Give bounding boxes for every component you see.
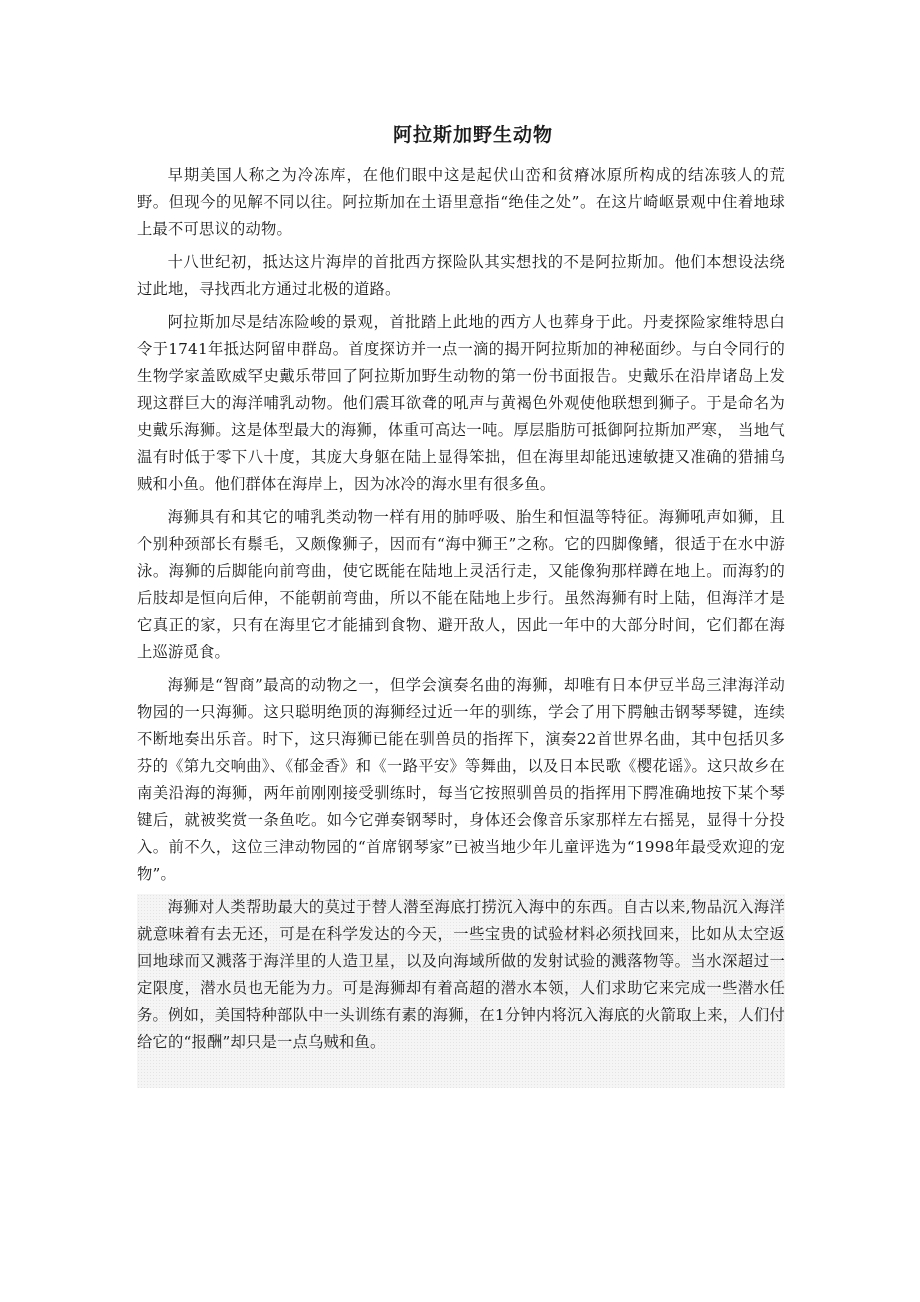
paragraph-4: 海狮具有和其它的哺乳类动物一样有用的肺呼吸、胎生和恒温等特征。海狮吼声如狮，且个别种颈部长有鬃毛，又颇像狮子，因而有“海中狮王”之称。它的四脚像鳍，很适于在水中游泳。海狮的后脚能向前弯曲，使它既能在陆地上灵活行走，又能像狗那样蹲在地上。而海豹的后肢却是恒向后伸，不能朝前弯曲，所以不能在陆地上步行。虽然海狮有时上陆，但海洋才是它真正的家，只有在海里它才能捕到食物、避开敌人，因此一年中的大部分时间，它们都在海上巡游觅食。 <box>137 508 785 661</box>
paragraph-2: 十八世纪初，抵达这片海岸的首批西方探险队其实想找的不是阿拉斯加。他们本想设法绕过此地，寻找西北方通过北极的道路。 <box>137 253 785 298</box>
paragraph-5: 海狮是“智商”最高的动物之一，但学会演奏名曲的海狮，却唯有日本伊豆半岛三津海洋动物园的一只海狮。这只聪明绝顶的海狮经过近一年的驯练，学会了用下腭触击钢琴琴键，连续不断地奏出乐音。时下，这只海狮已能在驯兽员的指挥下，演奏22首世界名曲，其中包括贝多芬的《第九交响曲》、《郁金香》和《一路平安》等舞曲，以及日本民歌《樱花谣》。这只故乡在南美沿海的海狮，两年前刚刚接受驯练时，每当它按照驯兽员的指挥用下腭准确地按下某个琴键后，就被奖赏一条鱼吃。如今它弹奏钢琴时，身体还会像音乐家那样左右摇晃，显得十分投入。前不久，这位三津动物园的“首席钢琴家”已被当地少年儿童评选为“1998年最受欢迎的宠物”。 <box>137 676 785 883</box>
document-page <box>137 118 785 1094</box>
paragraph-3: 阿拉斯加尽是结冻险峻的景观，首批踏上此地的西方人也葬身于此。丹麦探险家维特思白令于1741年抵达阿留申群岛。首度探访并一点一滴的揭开阿拉斯加的神秘面纱。与白令同行的生物学家盖欧威罕史戴乐带回了阿拉斯加野生动物的第一份书面报告。史戴乐在沿岸诸岛上发现这群巨大的海洋哺乳动物。他们震耳欲聋的吼声与黄褐色外观使他联想到狮子。于是命名为史戴乐海狮。这是体型最大的海狮，体重可高达一吨。厚层脂肪可抵御阿拉斯加严寒， 当地气温有时低于零下八十度，其庞大身躯在陆上显得笨拙，但在海里却能迅速敏捷又准确的猎捕乌贼和小鱼。他们群体在海岸上，因为冰冷的海水里有很多鱼。 <box>137 313 785 493</box>
document-title: 阿拉斯加野生动物 <box>392 124 553 146</box>
paragraph-6-shaded: 海狮对人类帮助最大的莫过于替人潜至海底打捞沉入海中的东西。自古以来,物品沉入海洋就意味着有去无还，可是在科学发达的今天，一些宝贵的试验材料必须找回来，比如从太空返回地球而又溅落于海洋里的人造卫星，以及向海域所做的发射试验的溅落物等。当水深超过一定限度，潜水员也无能为力。可是海狮却有着高超的潜水本领，人们求助它来完成一些潜水任务。例如，美国特种部队中一头训练有素的海狮，在1分钟内将沉入海底的火箭取上来，人们付给它的“报酬”却只是一点乌贼和鱼。 <box>137 894 785 1088</box>
paragraph-1: 早期美国人称之为冷冻库，在他们眼中这是起伏山峦和贫瘠冰原所构成的结冻骇人的荒野。但现今的见解不同以往。阿拉斯加在土语里意指“绝佳之处”。在这片崎岖景观中住着地球上最不可思议的动物。 <box>137 166 785 238</box>
